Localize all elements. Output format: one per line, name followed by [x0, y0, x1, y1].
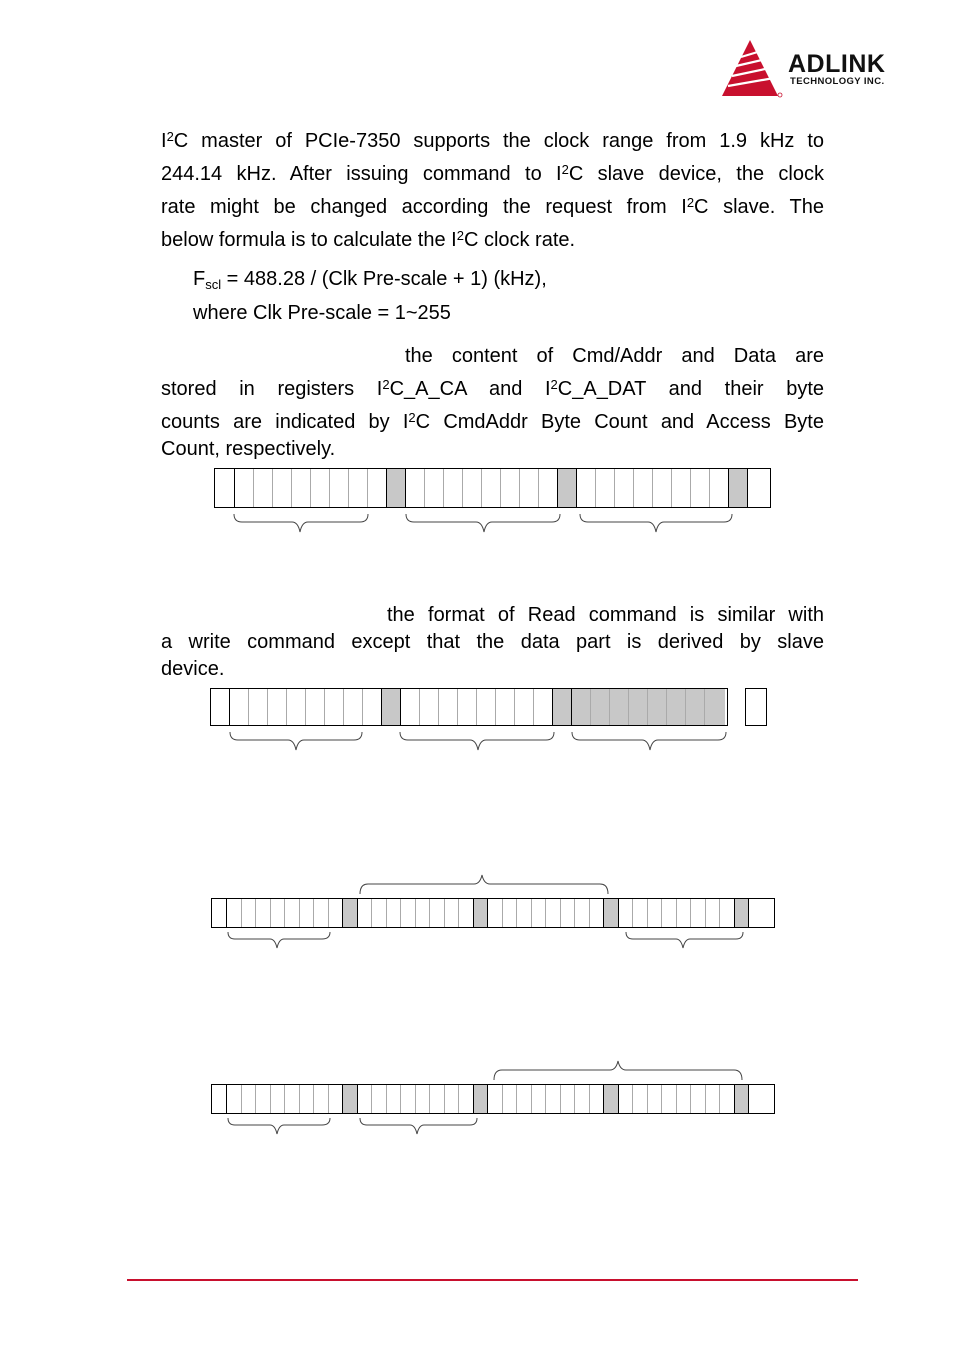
bit-cell	[575, 899, 590, 927]
bit-cell	[706, 1085, 721, 1113]
write-line-2: stored in registers $I^2C\_A\_CA$ and $I^2C\_A\_DAT$ and their byte	[161, 377, 824, 400]
bit-cell	[242, 899, 257, 927]
frame3-bottom-braces	[226, 930, 746, 952]
bit-cell	[534, 689, 553, 725]
bit-cell	[720, 1085, 735, 1113]
bit-cell	[517, 899, 532, 927]
frame3-top-brace	[358, 872, 614, 896]
bit-cell	[503, 899, 518, 927]
bit-cell	[420, 689, 439, 725]
write-paragraph	[161, 340, 824, 459]
formula-where: where Clk Pre-scale = 1~255	[193, 302, 451, 324]
bit-cell	[314, 1085, 329, 1113]
bit-cell	[330, 469, 349, 507]
bit-cell	[311, 469, 330, 507]
bit-cell	[482, 469, 501, 507]
bit-cell	[368, 469, 387, 507]
bit-cell	[306, 689, 325, 725]
stop-bit	[749, 1085, 762, 1113]
bit-cell	[401, 1085, 416, 1113]
intro-line-2: 244.14 kHz. After issuing command to $I^2C$ slave device, the clock	[161, 162, 824, 185]
write-line-4: Count, respectively.	[161, 438, 336, 460]
bit-cell	[292, 469, 311, 507]
bit-cell	[425, 469, 444, 507]
write-line-1: the content of Cmd/Addr and Data are	[405, 345, 824, 367]
slave-data-bit	[705, 689, 725, 725]
ack-bit	[553, 689, 572, 725]
bit-cell	[590, 1085, 605, 1113]
bit-cell	[458, 689, 477, 725]
ack-bit	[604, 1085, 619, 1113]
start-bit	[211, 689, 230, 725]
bit-cell	[546, 899, 561, 927]
read-paragraph	[161, 602, 824, 683]
bit-cell	[706, 899, 721, 927]
bit-cell	[344, 689, 363, 725]
bit-cell	[648, 899, 663, 927]
frame4-top-brace	[492, 1058, 748, 1082]
read-line-1: the format of Read command is similar with	[387, 604, 824, 626]
bit-cell	[615, 469, 634, 507]
bit-cell	[691, 1085, 706, 1113]
bit-cell	[430, 899, 445, 927]
bit-cell	[271, 1085, 286, 1113]
bit-cell	[401, 899, 416, 927]
bit-cell	[300, 1085, 315, 1113]
bit-cell	[459, 899, 474, 927]
bit-cell	[358, 899, 373, 927]
frame4	[211, 1084, 775, 1114]
formula-line: $F_{scl} = 488.28 / (Clk$ Pre-scale + 1) (kHz),	[193, 268, 547, 292]
write-frame	[214, 468, 771, 508]
bit-cell	[520, 469, 539, 507]
bit-cell	[634, 469, 653, 507]
write-line-3: counts are indicated by $I^2C$ CmdAddr Byte Count and Access Byte	[161, 410, 824, 433]
read-frame-braces	[228, 730, 748, 756]
bit-cell	[227, 899, 242, 927]
read-frame	[210, 688, 728, 726]
bit-cell	[387, 1085, 402, 1113]
bit-cell	[677, 1085, 692, 1113]
bit-cell	[459, 1085, 474, 1113]
bit-cell	[596, 469, 615, 507]
bit-cell	[230, 689, 249, 725]
slave-data-bit	[629, 689, 648, 725]
bit-cell	[445, 1085, 460, 1113]
ack-bit	[474, 1085, 489, 1113]
bit-cell	[406, 469, 425, 507]
read-line-3: device.	[161, 658, 225, 680]
bit-cell	[358, 1085, 373, 1113]
bit-cell	[662, 899, 677, 927]
bit-cell	[329, 899, 344, 927]
slave-data-bit	[686, 689, 705, 725]
bit-cell	[463, 469, 482, 507]
bit-cell	[532, 1085, 547, 1113]
bit-cell	[285, 899, 300, 927]
bit-cell	[242, 1085, 257, 1113]
slave-data-bit	[591, 689, 610, 725]
bit-cell	[273, 469, 292, 507]
bit-cell	[300, 899, 315, 927]
ack-bit	[604, 899, 619, 927]
bit-cell	[619, 1085, 634, 1113]
bit-cell	[287, 689, 306, 725]
bit-cell	[633, 899, 648, 927]
bit-cell	[561, 899, 576, 927]
slave-data-bit	[648, 689, 667, 725]
adlink-triangle-icon	[720, 38, 784, 100]
bit-cell	[662, 1085, 677, 1113]
bit-cell	[501, 469, 520, 507]
ack-bit	[343, 899, 358, 927]
bit-cell	[577, 469, 596, 507]
bit-cell	[691, 899, 706, 927]
bit-cell	[477, 689, 496, 725]
intro-line-1: $I^2C$ master of PCIe-7350 supports the clock range from 1.9 kHz to	[161, 129, 824, 152]
frame3	[211, 898, 775, 928]
bit-cell	[710, 469, 729, 507]
stop-bit	[749, 899, 762, 927]
bit-cell	[517, 1085, 532, 1113]
footer-rule	[127, 1279, 858, 1281]
bit-cell	[496, 689, 515, 725]
bit-cell	[416, 1085, 431, 1113]
bit-cell	[720, 899, 735, 927]
ack-bit	[558, 469, 577, 507]
bit-cell	[314, 899, 329, 927]
bit-cell	[249, 689, 268, 725]
bit-cell	[416, 899, 431, 927]
read-stop-bit	[745, 688, 767, 726]
ack-bit	[729, 469, 748, 507]
read-line-2: a write command except that the data part is derived by slave	[161, 631, 824, 653]
bit-cell	[539, 469, 558, 507]
ack-bit	[735, 1085, 750, 1113]
intro-line-4: below formula is to calculate the $I^2C$ clock rate.	[161, 228, 576, 251]
bit-cell	[677, 899, 692, 927]
bit-cell	[619, 899, 634, 927]
ack-bit	[382, 689, 401, 725]
bit-cell	[488, 1085, 503, 1113]
slave-data-bit	[572, 689, 591, 725]
bit-cell	[285, 1085, 300, 1113]
start-bit	[215, 469, 235, 507]
bit-cell	[256, 899, 271, 927]
slave-data-bit	[610, 689, 629, 725]
bit-cell	[254, 469, 273, 507]
bit-cell	[363, 689, 382, 725]
start-bit	[212, 899, 227, 927]
slave-data-bit	[667, 689, 686, 725]
ack-bit	[474, 899, 489, 927]
intro-paragraph	[161, 125, 824, 257]
bit-cell	[372, 1085, 387, 1113]
bit-cell	[268, 689, 287, 725]
bit-cell	[515, 689, 534, 725]
bit-cell	[430, 1085, 445, 1113]
bit-cell	[503, 1085, 518, 1113]
bit-cell	[546, 1085, 561, 1113]
bit-cell	[439, 689, 458, 725]
bit-cell	[271, 899, 286, 927]
clock-formula	[193, 263, 547, 330]
bit-cell	[648, 1085, 663, 1113]
bit-cell	[401, 689, 420, 725]
adlink-logo	[720, 38, 920, 100]
bit-cell	[227, 1085, 242, 1113]
bit-cell	[653, 469, 672, 507]
logo-subtitle: TECHNOLOGY INC.	[790, 76, 885, 87]
bit-cell	[672, 469, 691, 507]
bit-cell	[387, 899, 402, 927]
frame4-bottom-braces	[226, 1116, 486, 1138]
bit-cell	[590, 899, 605, 927]
bit-cell	[488, 899, 503, 927]
bit-cell	[532, 899, 547, 927]
bit-cell	[329, 1085, 344, 1113]
bit-cell	[445, 899, 460, 927]
bit-cell	[575, 1085, 590, 1113]
ack-bit	[343, 1085, 358, 1113]
start-bit	[212, 1085, 227, 1113]
bit-cell	[256, 1085, 271, 1113]
bit-cell	[444, 469, 463, 507]
bit-cell	[561, 1085, 576, 1113]
stop-bit	[748, 469, 766, 507]
bit-cell	[372, 899, 387, 927]
ack-bit	[387, 469, 406, 507]
write-frame-braces	[230, 512, 770, 538]
bit-cell	[325, 689, 344, 725]
bit-cell	[691, 469, 710, 507]
logo-wordmark: ADLINK	[788, 50, 886, 78]
bit-cell	[235, 469, 254, 507]
intro-line-3: rate might be changed according the request from $I^2C$ slave. The	[161, 195, 825, 218]
ack-bit	[735, 899, 750, 927]
bit-cell	[349, 469, 368, 507]
bit-cell	[633, 1085, 648, 1113]
